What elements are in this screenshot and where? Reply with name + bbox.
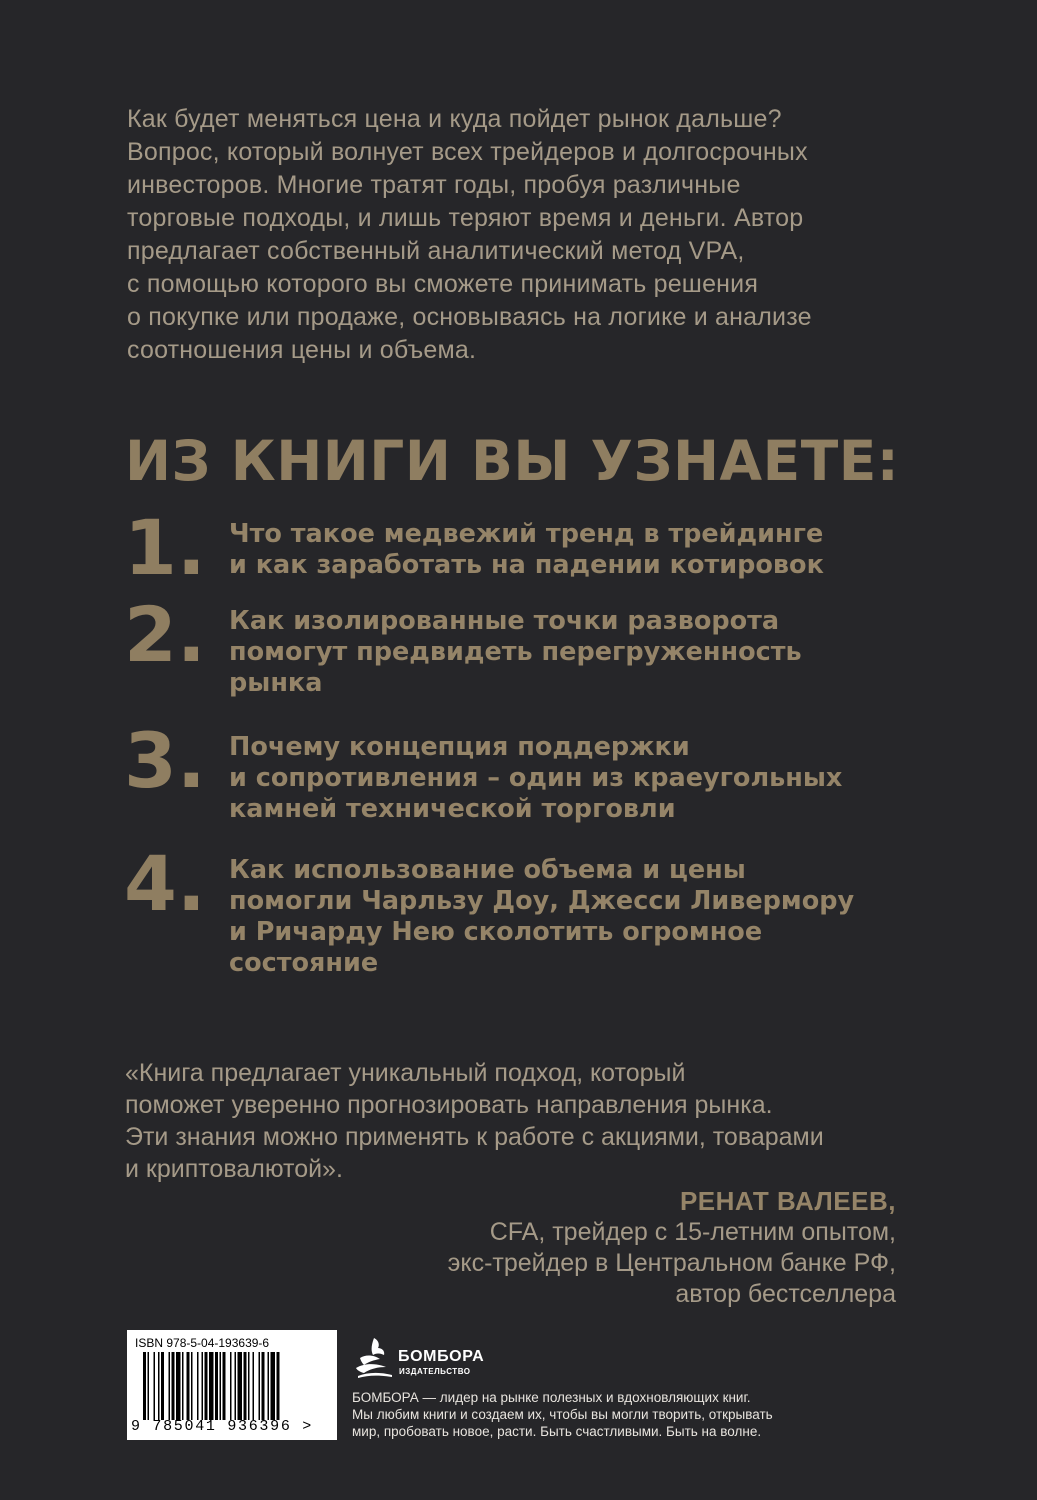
quote-line: «Книга предлагает уникальный подход, который: [125, 1059, 686, 1087]
item-text: [229, 606, 919, 699]
barcode-stripe: [161, 1352, 164, 1420]
item-number: 4.: [124, 839, 206, 928]
barcode-stripe: [244, 1352, 247, 1420]
quote-line: Эти знания можно применять к работе с акциями, товарами: [125, 1123, 824, 1151]
barcode-stripe: [277, 1352, 280, 1420]
publisher-logo: [352, 1334, 552, 1384]
publisher-name: БОМБОРА: [398, 1348, 485, 1365]
item-line: состояние: [229, 948, 379, 978]
intro-line: о покупке или продаже, основываясь на логике и анализе: [127, 303, 812, 331]
barcode-stripe: [154, 1352, 156, 1420]
publisher-line: БОМБОРА — лидер на рынке полезных и вдохновляющих книг.: [352, 1390, 751, 1405]
barcode-digits: 9 785041 936396 >: [131, 1418, 313, 1435]
barcode-stripe: [182, 1352, 184, 1420]
barcode-stripe: [262, 1352, 265, 1420]
item-number: 2.: [124, 590, 206, 679]
barcode-stripe: [223, 1352, 226, 1420]
barcode-stripe: [191, 1352, 193, 1420]
barcode-stripe: [253, 1352, 255, 1420]
item-line: Как использование объема и цены: [229, 855, 746, 885]
item-line: Как изолированные точки разворота: [229, 606, 780, 636]
barcode-stripe: [205, 1352, 208, 1420]
barcode-stripe: [187, 1352, 190, 1420]
item-text: [229, 732, 919, 825]
item-line: помогут предвидеть перегруженность: [229, 637, 802, 667]
quote-attribution: [448, 1186, 896, 1310]
barcode-bars: [143, 1352, 323, 1420]
barcode-stripe: [176, 1352, 181, 1420]
publisher-description: [352, 1389, 773, 1440]
intro-line: Как будет меняться цена и куда пойдет рынок дальше?: [127, 105, 782, 133]
intro-line: Вопрос, который волнует всех трейдеров и долгосрочных: [127, 138, 808, 166]
barcode-stripe: [202, 1352, 204, 1420]
barcode-stripe: [143, 1352, 146, 1420]
item-line: рынка: [229, 668, 323, 698]
publisher-line: Мы любим книги и создаем их, чтобы вы могли творить, открывать: [352, 1407, 773, 1422]
item-line: и как заработать на падении котировок: [229, 550, 824, 580]
item-text: [229, 855, 919, 979]
barcode-stripe: [197, 1352, 199, 1420]
quote-line: поможет уверенно прогнозировать направления рынка.: [125, 1091, 773, 1119]
bombora-logo-icon: [352, 1334, 396, 1380]
isbn-barcode: [127, 1330, 337, 1440]
barcode-stripe: [215, 1352, 218, 1420]
intro-line: с помощью которого вы сможете принимать решения: [127, 270, 759, 298]
barcode-stripe: [158, 1352, 160, 1420]
item-line: Почему концепция поддержки: [229, 732, 690, 762]
item-line: помогли Чарльзу Доу, Джесси Ливермору: [229, 886, 855, 916]
isbn-label: ISBN 978-5-04-193639-6: [135, 1336, 270, 1350]
intro-line: соотношения цены и объема.: [127, 336, 477, 364]
barcode-stripe: [271, 1352, 276, 1420]
intro-line: инвесторов. Многие тратят годы, пробуя различные: [127, 171, 741, 199]
author-credential: автор бестселлера: [675, 1280, 896, 1308]
barcode-stripe: [235, 1352, 237, 1420]
intro-paragraph: [127, 103, 907, 367]
author-credential: экс-трейдер в Центральном банке РФ,: [447, 1249, 896, 1277]
quote-line: и криптовалютой».: [125, 1155, 343, 1183]
item-line: камней технической торговли: [229, 794, 676, 824]
barcode-stripe: [238, 1352, 243, 1420]
quote-author: РЕНАТ ВАЛЕЕВ,: [679, 1186, 896, 1216]
item-text: [229, 519, 919, 581]
barcode-stripe: [248, 1352, 250, 1420]
intro-line: предлагает собственный аналитический метод VPA,: [127, 237, 745, 265]
barcode-stripe: [230, 1352, 232, 1420]
item-line: и сопротивления – один из краеугольных: [229, 763, 843, 793]
publisher-line: мир, пробовать новое, расти. Быть счастливыми. Быть на волне.: [352, 1424, 762, 1439]
barcode-stripe: [268, 1352, 270, 1420]
barcode-stripe: [209, 1352, 214, 1420]
item-number: 3.: [124, 716, 206, 805]
barcode-stripe: [220, 1352, 222, 1420]
barcode-stripe: [259, 1352, 261, 1420]
quote-block: [125, 1057, 824, 1185]
author-credential: CFA, трейдер с 15-летним опытом,: [489, 1218, 896, 1246]
learn-heading: ИЗ КНИГИ ВЫ УЗНАЕТЕ:: [125, 429, 900, 493]
barcode-stripe: [148, 1352, 150, 1420]
item-number: 1.: [124, 503, 206, 592]
publisher-subtitle: ИЗДАТЕЛЬСТВО: [399, 1367, 471, 1376]
barcode-stripe: [169, 1352, 171, 1420]
item-line: Что такое медвежий тренд в трейдинге: [229, 519, 824, 549]
item-line: и Ричарду Нею сколотить огромное: [229, 917, 763, 947]
intro-line: торговые подходы, и лишь теряют время и деньги. Автор: [127, 204, 804, 232]
barcode-stripe: [172, 1352, 175, 1420]
